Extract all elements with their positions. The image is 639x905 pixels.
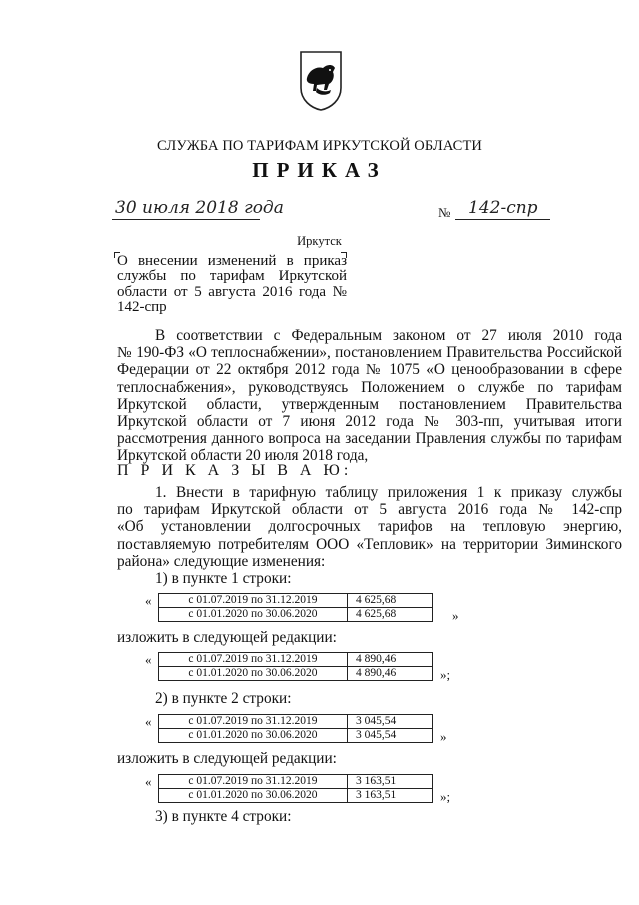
tariff-table-2-old <box>158 714 433 743</box>
value-cell: 4 625,68 <box>348 608 433 622</box>
value-cell: 4 625,68 <box>348 594 433 608</box>
quote-open: « <box>145 714 152 729</box>
orders-word: П Р И К А З Ы В А Ю: <box>117 462 353 479</box>
organization-name: СЛУЖБА ПО ТАРИФАМ ИРКУТСКОЙ ОБЛАСТИ <box>157 138 482 154</box>
subitem-2-label: 2) в пункте 2 строки: <box>155 690 292 707</box>
item-line: «Об установлении долгосрочных тарифов на тепловую энергию, <box>117 518 622 536</box>
order-subject: О внесении изменений в приказ службы по тарифам Иркутской области от 5 августа 2016 года № 142-спр <box>117 253 347 315</box>
basis-line: Иркутской области, утвержденным постановлением Правительства <box>117 395 622 413</box>
coat-of-arms-icon <box>297 48 345 112</box>
quote-close: »; <box>440 667 451 682</box>
quote-open: « <box>145 652 152 667</box>
basis-line: Иркутской области от 7 июня 2012 года № 303-пп, учитывая итоги <box>117 413 622 431</box>
table-row <box>159 653 433 667</box>
table-row <box>159 608 433 622</box>
value-cell: 3 045,54 <box>348 729 433 743</box>
item-line: поставляемую потребителям ООО «Тепловик» на территории Зиминского <box>117 535 622 553</box>
period-cell: с 01.07.2019 по 31.12.2019 <box>159 775 348 789</box>
table-row <box>159 667 433 681</box>
table-row <box>159 729 433 743</box>
tariff-table-1-new <box>158 652 433 681</box>
table-row <box>159 715 433 729</box>
period-cell: с 01.07.2019 по 31.12.2019 <box>159 594 348 608</box>
value-cell: 3 045,54 <box>348 715 433 729</box>
tariff-table-1-old <box>158 593 433 622</box>
value-cell: 3 163,51 <box>348 789 433 803</box>
table-row <box>159 775 433 789</box>
basis-line: В соответствии с Федеральным законом от 27 июля 2010 года <box>155 327 622 344</box>
table-row <box>159 594 433 608</box>
replace-label: изложить в следующей редакции: <box>117 629 337 646</box>
replace-label: изложить в следующей редакции: <box>117 750 337 767</box>
basis-line: рассмотрения данного вопроса на заседании Правления службы по тарифам <box>117 430 622 448</box>
basis-line: Федерации от 22 октября 2012 года № 1075 «О ценообразовании в сфере <box>117 361 622 379</box>
handwritten-date: 30 июля 2018 года <box>115 198 284 218</box>
handwritten-number: 142-спр <box>468 198 538 218</box>
period-cell: с 01.01.2020 по 30.06.2020 <box>159 729 348 743</box>
number-label: № <box>438 205 451 220</box>
city-name: Иркутск <box>297 234 342 248</box>
basis-line: № 190-ФЗ «О теплоснабжении», постановлением Правительства Российской <box>117 344 622 362</box>
date-underline <box>112 219 260 220</box>
number-underline <box>455 219 550 220</box>
period-cell: с 01.07.2019 по 31.12.2019 <box>159 653 348 667</box>
value-cell: 3 163,51 <box>348 775 433 789</box>
period-cell: с 01.01.2020 по 30.06.2020 <box>159 608 348 622</box>
basis-paragraph <box>117 327 622 465</box>
item-line: 1. Внести в тарифную таблицу приложения 1 к приказу службы <box>155 484 622 501</box>
value-cell: 4 890,46 <box>348 653 433 667</box>
document-title: ПРИКАЗ <box>252 158 387 182</box>
item-line: района» следующие изменения: <box>117 552 326 570</box>
table-row <box>159 789 433 803</box>
basis-line: Иркутской области 20 июля 2018 года, <box>117 447 369 465</box>
value-cell: 4 890,46 <box>348 667 433 681</box>
item-1-paragraph <box>117 484 622 570</box>
basis-line: теплоснабжения», руководствуясь Положением о службе по тарифам <box>117 378 622 396</box>
period-cell: с 01.07.2019 по 31.12.2019 <box>159 715 348 729</box>
period-cell: с 01.01.2020 по 30.06.2020 <box>159 789 348 803</box>
item-line: по тарифам Иркутской области от 5 августа 2016 года № 142-спр <box>117 501 622 519</box>
subitem-3-label: 3) в пункте 4 строки: <box>155 808 292 825</box>
quote-close: »; <box>440 789 451 804</box>
tariff-table-2-new <box>158 774 433 803</box>
subitem-1-label: 1) в пункте 1 строки: <box>155 570 292 587</box>
quote-open: « <box>145 593 152 608</box>
quote-close: » <box>440 729 447 744</box>
period-cell: с 01.01.2020 по 30.06.2020 <box>159 667 348 681</box>
quote-open: « <box>145 774 152 789</box>
quote-close: » <box>452 608 459 623</box>
